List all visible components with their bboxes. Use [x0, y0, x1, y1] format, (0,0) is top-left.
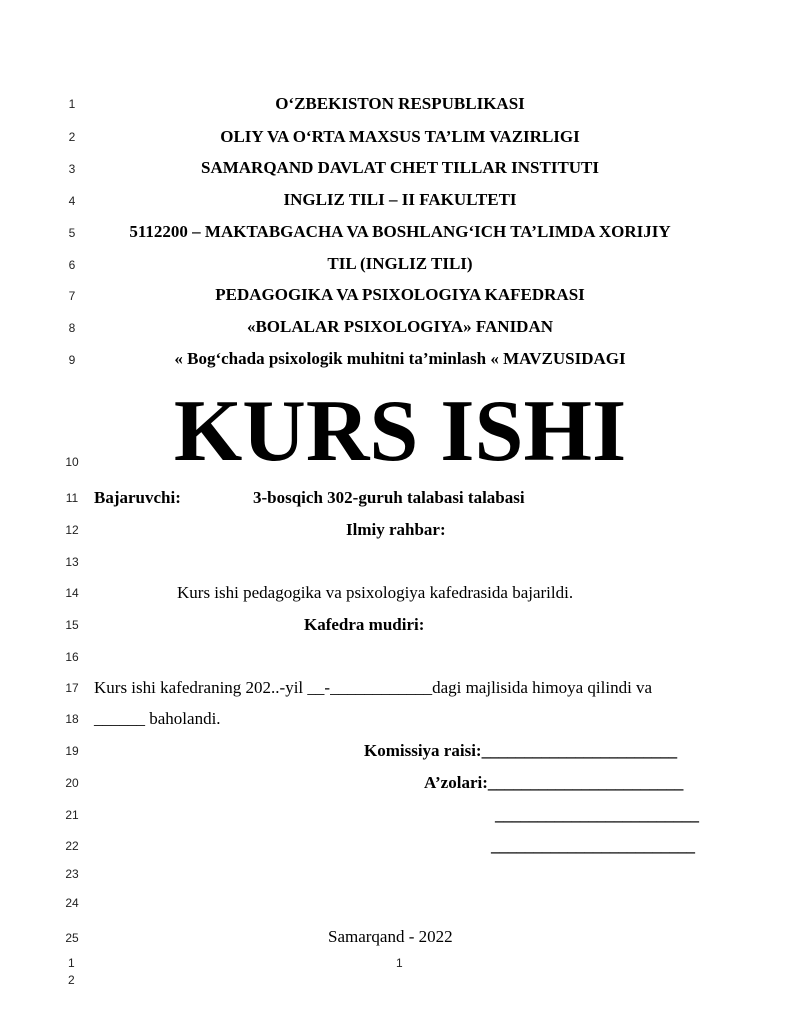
footer-line-number: 1	[68, 956, 75, 970]
line-number: 20	[65, 776, 79, 790]
heading-line: INGLIZ TILI – II FAKULTETI	[283, 190, 517, 209]
commission-chair: Komissiya raisi:_______________________	[364, 741, 678, 760]
line-number: 22	[65, 839, 79, 853]
line-number: 14	[65, 586, 79, 600]
line-number: 17	[65, 681, 79, 695]
line-number: 19	[65, 744, 79, 758]
heading-line: O‘ZBEKISTON RESPUBLIKASI	[275, 94, 525, 113]
signature-line: ________________________	[495, 805, 699, 824]
line-number: 21	[65, 808, 79, 822]
line-number: 8	[68, 321, 76, 335]
line-number: 11	[65, 491, 79, 505]
line-number: 2	[68, 130, 76, 144]
line-number: 18	[65, 712, 79, 726]
defense-text: Kurs ishi kafedraning 202..-yil __-____________dagi majlisida himoya qilindi va	[94, 678, 653, 697]
line-number: 1	[68, 97, 76, 111]
heading-line: OLIY VA O‘RTA MAXSUS TA’LIM VAZIRLIGI	[220, 127, 580, 146]
line-number: 25	[65, 931, 79, 945]
page-number: 1	[396, 956, 403, 970]
completed-text: Kurs ishi pedagogika va psixologiya kafedrasida bajarildi.	[177, 583, 574, 602]
supervisor-label: Ilmiy rahbar:	[346, 520, 446, 539]
line-number: 3	[68, 162, 76, 176]
line-number: 9	[68, 353, 76, 367]
department-head-label: Kafedra mudiri:	[304, 615, 425, 634]
line-number: 12	[65, 523, 79, 537]
line-number: 16	[65, 650, 79, 664]
line-number: 10	[65, 455, 79, 469]
line-number: 4	[68, 194, 76, 208]
line-number: 15	[65, 618, 79, 632]
line-number: 24	[65, 896, 79, 910]
performer-value: 3-bosqich 302-guruh talabasi talabasi	[253, 488, 525, 507]
line-number: 13	[65, 555, 79, 569]
heading-line: 5112200 – MAKTABGACHA VA BOSHLANG‘ICH TA’LIMDA XORIJIY	[129, 222, 671, 241]
line-number: 6	[68, 258, 76, 272]
line-number: 7	[68, 289, 76, 303]
heading-line: PEDAGOGIKA VA PSIXOLOGIYA KAFEDRASI	[215, 285, 585, 304]
performer-label: Bajaruvchi:	[94, 488, 181, 507]
city-year: Samarqand - 2022	[328, 927, 453, 946]
commission-members: A’zolari:_______________________	[424, 773, 684, 792]
heading-line: TIL (INGLIZ TILI)	[327, 254, 473, 273]
document-title: KURS ISHI	[173, 383, 627, 480]
heading-line: «BOLALAR PSIXOLOGIYA» FANIDAN	[246, 317, 554, 336]
defense-text: ______ baholandi.	[94, 709, 221, 728]
heading-line: « Bog‘chada psixologik muhitni ta’minlash « MAVZUSIDAGI	[174, 349, 626, 368]
signature-line: ________________________	[491, 836, 695, 855]
footer-line-number: 2	[68, 973, 75, 987]
line-number: 5	[68, 226, 76, 240]
heading-line: SAMARQAND DAVLAT CHET TILLAR INSTITUTI	[200, 158, 600, 177]
line-number: 23	[65, 867, 79, 881]
